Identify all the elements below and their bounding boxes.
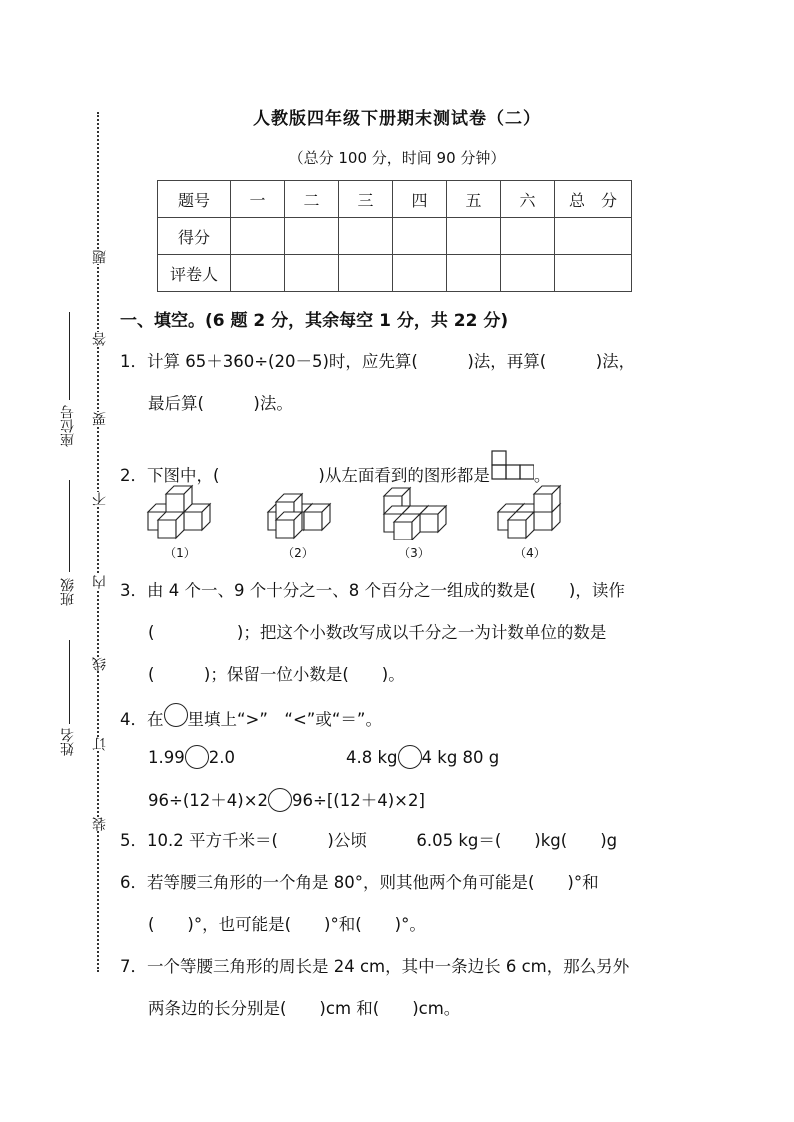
score-cell[interactable] [447, 218, 501, 255]
compare-item [148, 787, 425, 812]
table-header-cell: 四 [393, 181, 447, 218]
name-label: 姓名 [60, 728, 76, 756]
score-cell[interactable] [555, 218, 632, 255]
question-1-line-1: 1．计算 65＋360÷(20－5)时，应先算( )法，再算( )法， [120, 352, 636, 371]
compare-circle[interactable] [185, 745, 209, 769]
cube-figure-2 [268, 494, 330, 538]
compare-right: 4 kg 80 g [421, 748, 500, 767]
question-4-suffix: 里填上“>” “<”或“＝”。 [187, 710, 382, 729]
figure-label: （3） [398, 546, 430, 560]
section-heading: 一、填空。(6 题 2 分，其余每空 1 分，共 22 分) [120, 311, 509, 331]
grader-cell[interactable] [393, 255, 447, 292]
compare-left: 1.99 [148, 748, 185, 767]
question-3-line-3: ( )；保留一位小数是( )。 [148, 665, 405, 684]
table-header-cell: 总 分 [555, 181, 632, 218]
question-4-text [120, 703, 382, 730]
page-title: 人教版四年级下册期末测试卷（二） [253, 109, 541, 129]
seal-char: 答 [92, 332, 108, 346]
seat-number-line [69, 312, 70, 400]
table-header-cell: 六 [501, 181, 555, 218]
circle-icon [164, 703, 188, 727]
question-5: 5．10.2 平方千米＝( )公顷 6.05 kg＝( )kg( )g [120, 831, 618, 850]
class-label: 班级 [60, 578, 76, 606]
question-6-line-2: ( )°，也可能是( )°和( )°。 [148, 915, 426, 934]
score-cell[interactable] [339, 218, 393, 255]
table-header-cell: 题号 [158, 181, 231, 218]
question-2-prefix: 2．下图中，( )从左面看到的图形都是 [120, 466, 490, 485]
table-header-cell: 五 [447, 181, 501, 218]
cube-figure-1 [148, 486, 210, 538]
figure-label: （4） [514, 546, 546, 560]
binding-dotted-line [97, 112, 99, 972]
compare-right: 2.0 [208, 748, 235, 767]
seal-char: 订 [92, 737, 108, 751]
figure-label: （2） [282, 546, 314, 560]
question-4-prefix: 4．在 [120, 710, 164, 729]
grader-cell[interactable] [501, 255, 555, 292]
question-3-line-2: ( )；把这个小数改写成以千分之一为计数单位的数是 [148, 623, 607, 642]
seal-char: 不 [92, 492, 108, 506]
cube-figures [140, 480, 580, 540]
name-line [69, 640, 70, 724]
score-cell[interactable] [285, 218, 339, 255]
compare-left: 96÷(12＋4)×2 [148, 791, 269, 810]
compare-left: 4.8 kg [346, 748, 398, 767]
score-cell[interactable] [501, 218, 555, 255]
seal-char: 题 [92, 250, 108, 264]
grader-cell[interactable] [339, 255, 393, 292]
grader-cell[interactable] [285, 255, 339, 292]
seal-char: 装 [92, 817, 108, 831]
cube-figure-3 [384, 488, 446, 540]
score-cell[interactable] [231, 218, 285, 255]
question-7-line-2: 两条边的长分别是( )cm 和( )cm。 [148, 999, 461, 1018]
class-line [69, 480, 70, 572]
question-1-line-2: 最后算( )法。 [148, 394, 293, 413]
row-label: 得分 [158, 218, 231, 255]
grader-cell[interactable] [555, 255, 632, 292]
score-cell[interactable] [393, 218, 447, 255]
question-7-line-1: 7．一个等腰三角形的周长是 24 cm，其中一条边长 6 cm，那么另外 [120, 957, 630, 976]
grader-row [158, 255, 632, 292]
table-header-cell: 三 [339, 181, 393, 218]
question-2-suffix: 。 [533, 466, 551, 485]
cube-figure-4 [498, 486, 560, 538]
table-header-cell: 一 [231, 181, 285, 218]
seal-char: 内 [92, 575, 108, 589]
table-header-cell: 二 [285, 181, 339, 218]
score-table [157, 180, 632, 292]
score-row [158, 218, 632, 255]
seal-char: 要 [92, 412, 108, 426]
compare-circle[interactable] [268, 788, 292, 812]
grader-cell[interactable] [447, 255, 501, 292]
compare-right: 96÷[(12＋4)×2] [292, 791, 425, 810]
compare-item [148, 745, 235, 769]
page-subtitle: （总分 100 分，时间 90 分钟） [288, 149, 506, 167]
figure-label: （1） [164, 546, 196, 560]
compare-circle[interactable] [398, 745, 422, 769]
question-6-line-1: 6．若等腰三角形的一个角是 80°，则其他两个角可能是( )°和 [120, 873, 599, 892]
grader-cell[interactable] [231, 255, 285, 292]
compare-item [346, 745, 499, 769]
question-3-line-1: 3．由 4 个一、9 个十分之一、8 个百分之一组成的数是( )，读作 [120, 581, 625, 600]
seal-char: 线 [92, 657, 108, 671]
seat-number-label: 座位号 [60, 405, 76, 447]
score-table-header-row [158, 181, 632, 218]
row-label: 评卷人 [158, 255, 231, 292]
